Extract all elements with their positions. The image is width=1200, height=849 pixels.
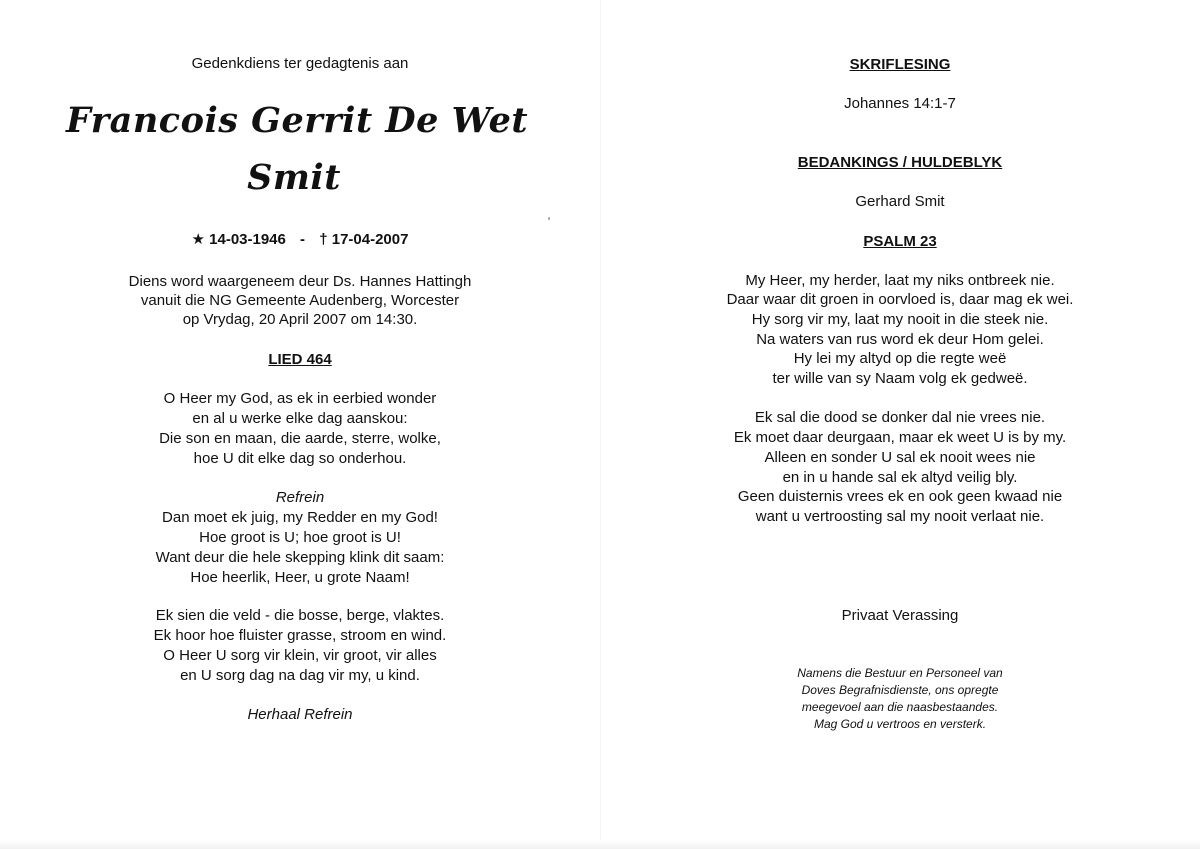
thanks-heading: BEDANKINGS / HULDEBLYK (797, 154, 1003, 171)
psalm-line: Na waters van rus word ek deur Hom gelei. (756, 331, 1044, 348)
intro-text: Gedenkdiens ter gedagtenis aan (191, 55, 409, 72)
psalm-line: Ek moet daar deurgaan, maar ek weet U is by my. (733, 429, 1067, 446)
death-date: 17-04-2007 (331, 231, 409, 248)
refrain-label: Refrein (275, 489, 325, 506)
refrain-line: Want deur die hele skepping klink dit saam: (155, 549, 445, 566)
psalm-line: Hy sorg vir my, laat my nooit in die steek nie. (751, 311, 1049, 328)
psalm-line: ter wille van sy Naam volg ek gedweë. (772, 370, 1028, 387)
verse2-line: O Heer U sorg vir klein, vir groot, vir alles (163, 647, 437, 664)
verse2-line: Ek sien die veld - die bosse, berge, vlaktes. (155, 607, 445, 624)
verse1-line: Die son en maan, die aarde, sterre, wolke, (159, 430, 441, 447)
refrain-line: Dan moet ek juig, my Redder en my God! (162, 509, 438, 526)
psalm-line: Hy lei my altyd op die regte weë (793, 350, 1007, 367)
service-line: op Vrydag, 20 April 2007 om 14:30. (182, 311, 418, 328)
psalm-line: My Heer, my herder, laat my niks ontbreek nie. (745, 272, 1055, 289)
hymn-heading: LIED 464 (268, 351, 332, 368)
verse1-line: en al u werke elke dag aanskou: (192, 410, 408, 427)
refrain-line: Hoe heerlik, Heer, u grote Naam! (190, 569, 410, 586)
cross-icon: † (319, 231, 328, 248)
reading-heading: SKRIFLESING (849, 56, 951, 73)
verse2-line: Ek hoor hoe fluister grasse, stroom en wind. (153, 627, 447, 644)
deceased-name-line2: Smit (247, 157, 341, 198)
psalm-line: Alleen en sonder U sal ek nooit wees nie (764, 449, 1036, 466)
psalm-line: want u vertroosting sal my nooit verlaat nie. (755, 508, 1045, 525)
star-icon: ★ (191, 231, 205, 248)
deceased-name-line1: Francois Gerrit De Wet (65, 100, 529, 141)
refrain-line: Hoe groot is U; hoe groot is U! (199, 529, 401, 546)
psalm-line: Ek sal die dood se donker dal nie vrees nie. (754, 409, 1046, 426)
reading-reference: Johannes 14:1-7 (844, 95, 956, 112)
condolence-line: meegevoel aan die naasbestaandes. (801, 700, 999, 714)
verse2-line: en U sorg dag na dag vir my, u kind. (180, 667, 420, 684)
repeat-refrain: Herhaal Refrein (247, 706, 353, 723)
condolence-line: Doves Begrafnisdienste, ons opregte (801, 683, 999, 697)
service-line: vanuit die NG Gemeente Audenberg, Worcester (140, 292, 460, 309)
service-line: Diens word waargeneem deur Ds. Hannes Hattingh (128, 273, 472, 290)
right-page (600, 0, 1200, 849)
thanks-name: Gerhard Smit (855, 193, 945, 210)
condolence-line: Namens die Bestuur en Personeel van (797, 666, 1003, 680)
verse1-line: O Heer my God, as ek in eerbied wonder (163, 390, 437, 407)
date-separator: - (300, 231, 306, 248)
psalm-line: Daar waar dit groen in oorvloed is, daar mag ek wei. (726, 291, 1074, 308)
psalm-line: Geen duisternis vrees ek en ook geen kwaad nie (737, 488, 1063, 505)
condolence-line: Mag God u vertroos en versterk. (813, 717, 987, 731)
verse1-line: hoe U dit elke dag so onderhou. (193, 450, 407, 467)
cremation-note: Privaat Verassing (841, 607, 959, 624)
psalm-heading: PSALM 23 (863, 233, 937, 250)
birth-date: 14-03-1946 (209, 231, 286, 248)
life-dates (0, 230, 600, 250)
psalm-line: en in u hande sal ek altyd veilig bly. (782, 469, 1018, 486)
